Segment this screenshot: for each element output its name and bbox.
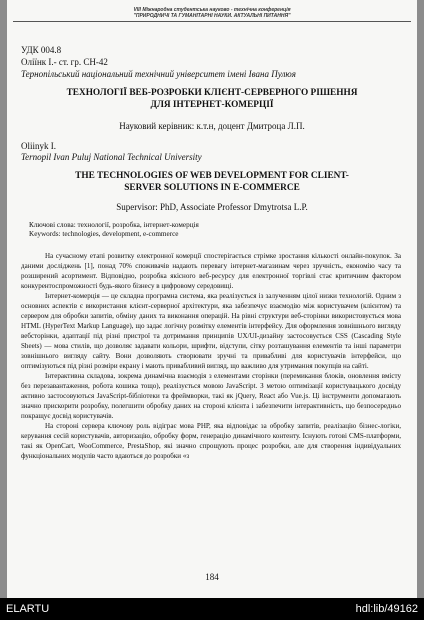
page-number: 184 [205,572,219,582]
affiliation-ua: Тернопільський національний технічний університет імені Івана Пулюя [21,69,296,79]
author-ua: Оліїнк І.- ст. гр. СН-42 [21,57,108,67]
title-en-line1: THE TECHNOLOGIES OF WEB DEVELOPMENT FOR CLIENT- [75,171,349,181]
title-en-line2: SERVER SOLUTIONS IN E-COMMERCE [124,183,300,193]
keywords-ua: Ключові слова: технології, розробка, інтернет-комерція [29,221,199,229]
paragraph-1: На сучасному етапі розвитку електронної комерції спостерігається стрімке зростання кількості онлайн-покупок. За даними досліджень [1], понад 70% споживачів надають перевагу інтернет-магазинам через зручність, економію часу та розширений асортимент. Відповідно, розробка якісного веб-ресурсу для електронної торгівлі стає критичним фактором конкурентоспроможності будь-якого бізнесу в цифровому середовищі. [21,252,401,290]
header-divider [13,21,411,22]
conference-header-line1: VIII Міжнародна студентська науково - технічна конференція [133,7,291,13]
conference-header-line2: "ПРИРОДНИЧІ ТА ГУМАНІТАРНІ НАУКИ. АКТУАЛЬНІ ПИТАННЯ" [133,13,291,19]
affiliation-en: Ternopil Ivan Puluj National Technical University [21,152,202,162]
paragraph-4: На стороні сервера ключову роль відіграє мова PHP, яка відповідає за обробку запитів, реалізацію бізнес-логіки, керування сесій користувачів, авторизацію, обробку форм, генерацію динамічного контенту. Існують готові CMS-платформи, такі як OpenCart, WooCommerce, PrestaShop, які значно спрощують процес розробки, але для створення індивідуальних функціональних модулів часто вдаються до розробки «з [21,422,401,460]
supervisor-ua: Науковий керівник: к.т.н, доцент Дмитроца Л.П. [119,121,305,131]
title-ua-line2: ДЛЯ ІНТЕРНЕТ-КОМЕРЦІЇ [150,100,274,110]
author-en: Oliinyk I. [21,141,56,151]
body-text [21,251,401,461]
udk-code: УДК 004.8 [21,45,62,55]
paragraph-2: Інтернет-комерція — це складна програмна система, яка реалізується із залученням цілої низки технологій. Одним з основних аспектів є використання клієнт-серверної архітектури, яка забезпечує взаємодію між користувачем (клієнтом) та сервером для обробки запитів, обміну даних та виконання операцій. На рівні структури веб-сторінки використовується мова HTML (HyperText Markup Language), що задає логічну розмітку елементів інтерфейсу. Для оформлення зовнішнього вигляду вебсторінки, адаптації під різні пристрої та дотримання принципів UX/UI-дизайну застосовується CSS (Cascading Style Sheets) — мова стилів, що дозволяє задавати кольори, шрифти, відступи, сітку розташування елементів та інші параметри зовнішнього вигляду сайту. Вони дозволяють створювати зручні та привабливі для користувачів інтерфейси, що оптимізуються під різні розміри екрану і мають привабливий вигляд, що важливо для утримання покупців на сайті. [21,292,401,370]
paragraph-3: Інтерактивна складова, зокрема динамічна взаємодія з елементами сторінки (перемикання блоків, оновлення вмісту без перезавантаження, робота кошика тощо), реалізується мовою JavaScript. З метою оптимізації користувацького досвіду активно застосовуються JavaScript-бібліотеки та фреймворки, такі як jQuery, React або Vue.js. Ці інструменти допомагають значно прискорити розробку, полегшити обробку даних на стороні клієнта і забезпечити інтерактивність, що безпосередньо покращує досвід користувачів. [21,372,401,420]
paper-page [7,0,417,598]
supervisor-en: Supervisor: PhD, Associate Professor Dmytrotsa L.P. [116,202,308,212]
title-ua-line1: ТЕХНОЛОГІЇ ВЕБ-РОЗРОБКИ КЛІЄНТ-СЕРВЕРНОГО РІШЕННЯ [66,88,358,98]
repository-footer [0,598,424,620]
keywords-en: Keywords: technologies, development, e-commerce [29,230,179,238]
handle-id: hdl:lib/49162 [355,603,418,615]
repository-name: ELARTU [6,603,50,615]
